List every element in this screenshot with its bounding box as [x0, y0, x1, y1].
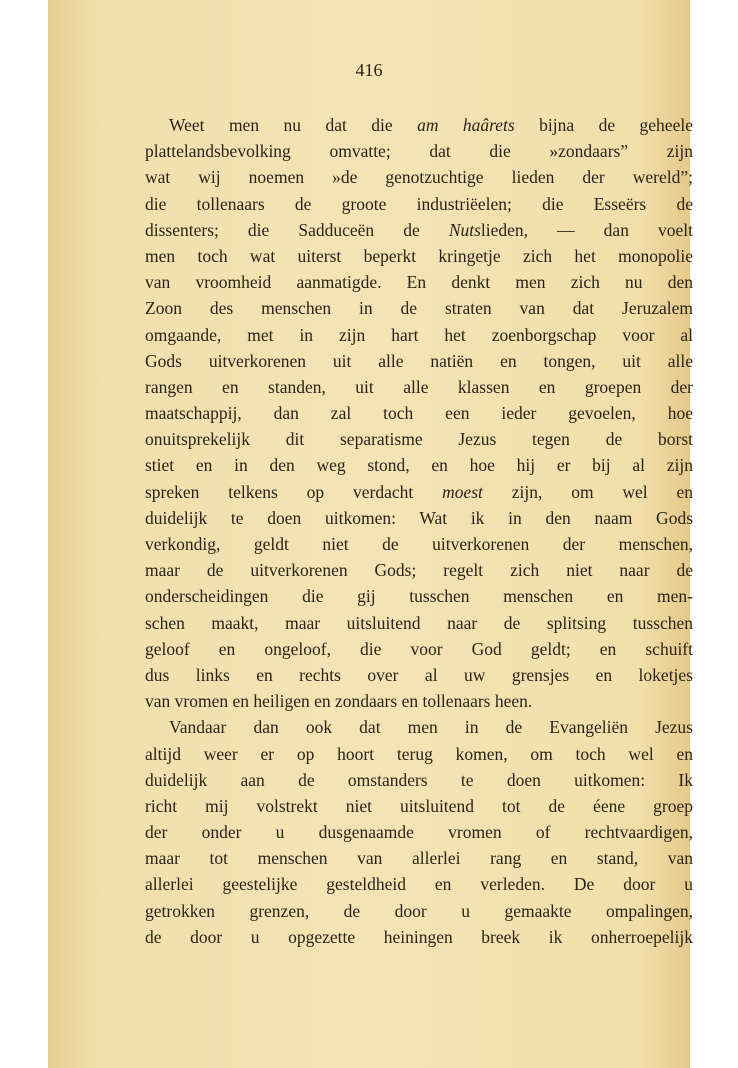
text-line [145, 269, 693, 295]
text-line [145, 400, 693, 426]
text-line [145, 793, 693, 819]
italic-phrase: moest [442, 481, 483, 502]
text-run: richt mij volstrekt niet uitsluitend tot de éene groep [145, 795, 693, 816]
italic-phrase: am haârets [417, 115, 515, 135]
text-line [145, 662, 693, 688]
text-run: Zoon des menschen in de straten van dat Jeruzalem [145, 298, 693, 319]
text-line [145, 322, 693, 348]
text-run: verkondig, geldt niet de uitverkorenen der menschen, [145, 534, 693, 554]
text-line [145, 138, 693, 164]
text-run: zijn, om wel en [482, 481, 694, 502]
text-run: van vromen en heiligen en zondaars en tollenaars heen. [145, 691, 533, 712]
page-number: 416 [355, 60, 383, 80]
text-run: Gods uitverkorenen uit alle natiën en tongen, uit alle [145, 350, 693, 371]
text-run: bijna de geheele [514, 115, 693, 135]
text-line [145, 243, 693, 269]
text-line [145, 636, 693, 662]
text-line [145, 191, 693, 217]
text-run: dissenters; die Sadduceën de [145, 219, 449, 240]
text-run: onderscheidingen die gij tusschen menschen en men- [145, 586, 693, 607]
text-run: stiet en in den weg stond, en hoe hij er bij al zijn [145, 455, 693, 476]
text-run: de door u opgezette heiningen breek ik onherroepelijk [145, 926, 693, 947]
italic-phrase: Nuts [448, 219, 481, 240]
text-line [145, 374, 693, 400]
text-line [145, 845, 693, 871]
text-line [145, 714, 693, 740]
text-run: die tollenaars de groote industriëelen; die Esseërs de [145, 193, 693, 214]
text-line [145, 164, 693, 190]
text-run: duidelijk aan de omstanders te doen uitkomen: Ik [145, 769, 693, 790]
text-run: allerlei geestelijke gesteldheid en verleden. De door u [145, 874, 693, 895]
text-line [145, 295, 693, 321]
text-line [145, 924, 693, 950]
text-run: altijd weer er op hoort terug komen, om toch wel en [145, 743, 693, 764]
text-line [145, 112, 693, 138]
text-run: Vandaar dan ook dat men in de Evangeliën Jezus [169, 717, 693, 738]
text-run: wat wij noemen »de genotzuchtige lieden der wereld”; [145, 167, 693, 188]
text-run: geloof en ongeloof, die voor God geldt; en schuift [145, 638, 693, 659]
text-line [145, 217, 693, 243]
text-run: dus links en rechts over al uw grensjes en loketjes [145, 664, 693, 685]
text-line [145, 819, 693, 845]
text-line [145, 610, 693, 636]
text-run: maatschappij, dan zal toch een ieder gevoelen, hoe [145, 403, 693, 424]
text-run: maar de uitverkorenen Gods; regelt zich niet naar de [145, 560, 693, 581]
text-run: omgaande, met in zijn hart het zoenborgschap voor al [145, 324, 693, 345]
text-run: plattelandsbevolking omvatte; dat die »zondaars” zijn [145, 141, 693, 162]
text-run: der onder u dusgenaamde vromen of rechtvaardigen, [145, 822, 693, 843]
text-line [145, 557, 693, 583]
book-page [48, 0, 694, 1068]
text-line [145, 767, 693, 793]
text-line [145, 426, 693, 452]
text-line [145, 452, 693, 478]
text-run: getrokken grenzen, de door u gemaakte ompalingen, [145, 900, 693, 921]
text-run: schen maakt, maar uitsluitend naar de splitsing tusschen [145, 612, 693, 633]
text-run: duidelijk te doen uitkomen: Wat ik in den naam Gods [145, 507, 693, 528]
text-run: men toch wat uiterst beperkt kringetje zich het monopolie [145, 245, 693, 266]
text-line [145, 741, 693, 767]
text-run: Weet men nu dat die [169, 115, 418, 135]
text-line [145, 531, 693, 557]
text-line [145, 898, 693, 924]
text-run: lieden, — dan voelt [480, 219, 693, 240]
text-line [145, 871, 693, 897]
text-run: spreken telkens op verdacht [145, 481, 443, 502]
text-line [145, 583, 693, 609]
text-run: onuitsprekelijk dit separatisme Jezus tegen de borst [145, 429, 693, 450]
text-run: maar tot menschen van allerlei rang en stand, van [145, 848, 693, 869]
text-line [145, 688, 693, 714]
text-line [145, 505, 693, 531]
text-line [145, 479, 693, 505]
text-run: rangen en standen, uit alle klassen en groepen der [145, 376, 693, 397]
text-run: van vroomheid aanmatigde. En denkt men zich nu den [145, 272, 693, 293]
text-line [145, 348, 693, 374]
body-text [145, 112, 693, 950]
